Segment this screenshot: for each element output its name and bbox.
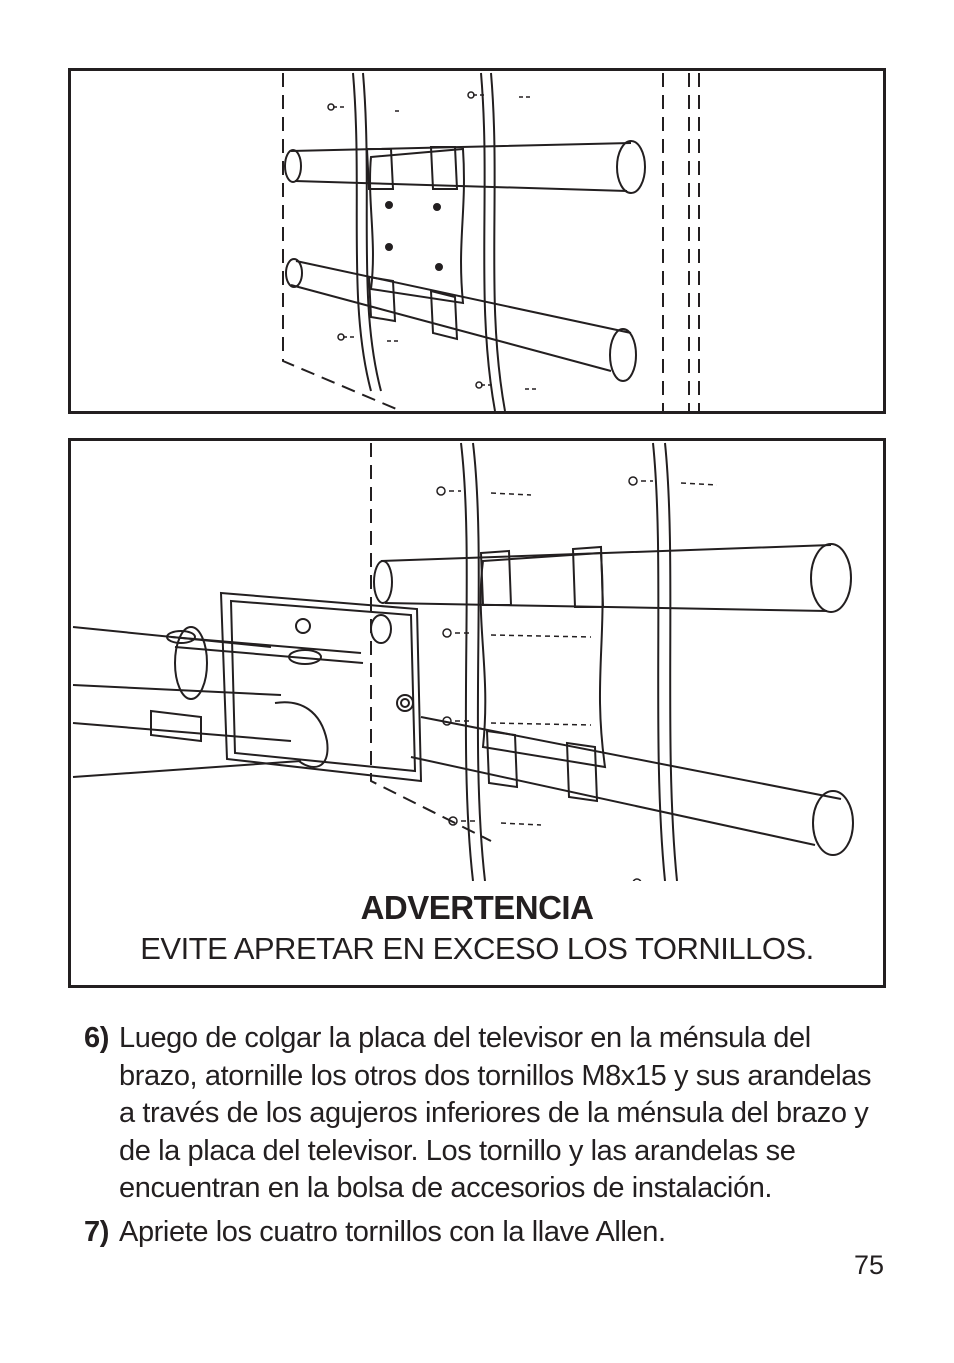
page-number: 75 [853, 1250, 884, 1280]
warning-text: EVITE APRETAR EN EXCESO LOS TORNILLOS. [140, 931, 814, 966]
illustration-arm-bracket [68, 438, 886, 988]
illustration-tv-plate-rails [68, 68, 886, 414]
step-number: 7) [84, 1215, 109, 1248]
step-number: 6) [84, 1022, 109, 1054]
step-text: Apriete los cuatro tornillos con la llave Allen. [119, 1215, 666, 1248]
warning-title: ADVERTENCIA [360, 889, 594, 926]
tv-plate-drawing [71, 71, 883, 411]
step-text: Luego de colgar la placa del televisor en la ménsula del brazo, atornille los otros dos tornillos M8x15 y sus arandelas a través de los agujeros inferiores de la ménsula del brazo y de la placa del televisor. Los tornillo y las arandelas se encuentran en la bolsa de accesorios de instalación. [119, 1022, 872, 1204]
arm-bracket-drawing [71, 441, 883, 881]
step-6 [84, 1020, 884, 1208]
step-7 [84, 1214, 884, 1252]
instruction-steps [84, 1020, 884, 1257]
